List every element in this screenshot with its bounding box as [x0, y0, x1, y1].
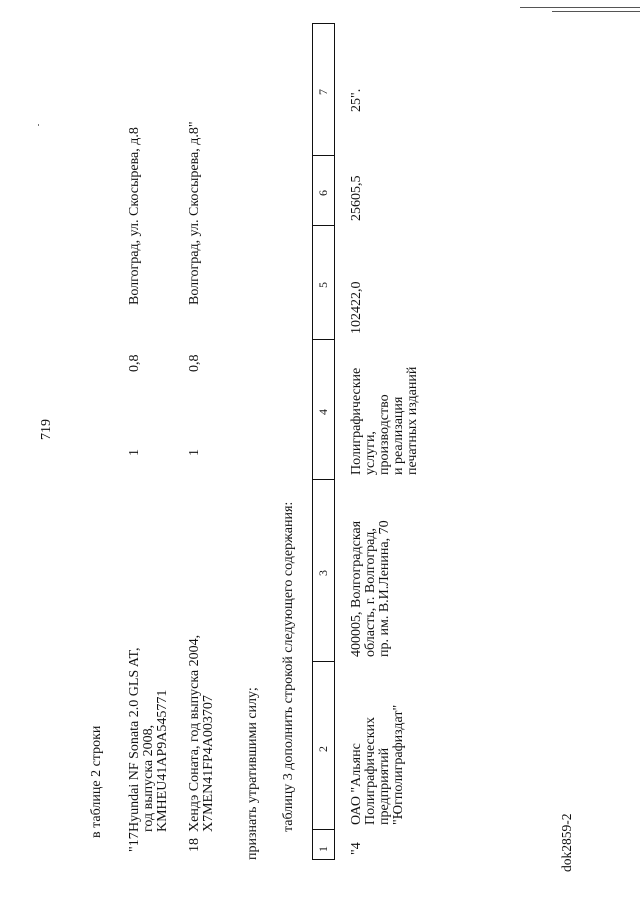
table3-header-1: 1: [316, 846, 330, 852]
table3-row-col7: 25".: [349, 88, 364, 112]
table3-border-top: [312, 23, 334, 24]
table3-column-divider: [312, 661, 334, 662]
row-18-value: 0,8: [187, 354, 202, 372]
table3-header-5: 5: [316, 282, 330, 288]
paragraph-invalidate: признать утратившими силу;: [245, 687, 260, 860]
table3-row-col6: 25605,5: [349, 175, 364, 221]
table3-header-3: 3: [316, 570, 330, 576]
row-18-vehicle: Хендэ Соната, год выпуска 2004, X7MEN41FP4A003707: [187, 634, 216, 832]
table3-column-divider: [312, 829, 334, 830]
table3-column-divider: [312, 479, 334, 480]
scan-speck: [38, 124, 39, 126]
table3-row-address: 400005, Волгоградская область, г. Волгоград, пр. им. В.И.Ленина, 70: [349, 520, 392, 657]
row-17-quantity: 1: [127, 449, 142, 456]
page-number: 719: [39, 419, 54, 440]
table3-header-divider: [334, 23, 335, 860]
row-17-vehicle: Hyundai NF Sonata 2.0 GLS AT, год выпуска 2008, KMHEU41AP9A545771: [127, 647, 170, 832]
table3-border-bottom: [312, 859, 334, 860]
row-18-address: Волгоград, ул. Скосырева, д.8": [187, 121, 202, 305]
top-edge-rule-2: [552, 11, 640, 12]
table3-border-left: [312, 23, 313, 860]
table3-row-activity: Полиграфические услуги, производство и реализация печатных изданий: [349, 366, 420, 475]
document-code: dok2859-2: [559, 813, 574, 872]
table3-row-organization: ОАО "Альянс Полиграфических предприятий "Югполиграфиздат": [349, 704, 406, 825]
row-18-number: 18: [187, 838, 202, 852]
row-17-value: 0,8: [127, 354, 142, 372]
table3-header-2: 2: [316, 746, 330, 752]
table3-header-6: 6: [316, 190, 330, 196]
section-heading: в таблице 2 строки: [89, 725, 104, 838]
table3-header-4: 4: [316, 409, 330, 415]
row-18-quantity: 1: [187, 449, 202, 456]
table3-row-number: "4: [349, 842, 364, 855]
table3-header-7: 7: [316, 89, 330, 95]
paragraph-supplement: таблицу 3 дополнить строкой следующего содержания:: [281, 501, 296, 832]
table3-column-divider: [312, 155, 334, 156]
table3-column-divider: [312, 225, 334, 226]
top-edge-rule: [520, 7, 640, 8]
table3-column-divider: [312, 339, 334, 340]
table3-row-col5: 102422,0: [349, 281, 364, 334]
row-17-number: "17: [127, 832, 142, 852]
row-17-address: Волгоград, ул. Скосырева, д.8: [127, 127, 142, 305]
